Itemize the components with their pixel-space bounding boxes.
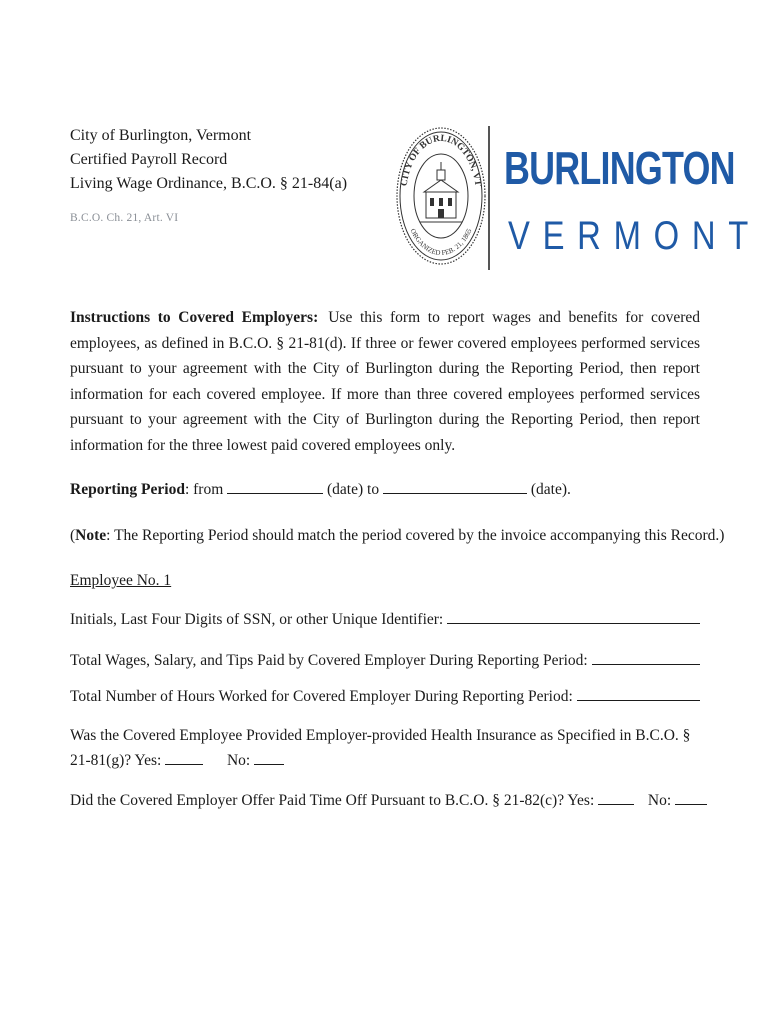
health-insurance-question	[70, 723, 700, 773]
reporting-period-label: Reporting Period	[70, 481, 185, 498]
note-line	[70, 523, 725, 548]
instructions-text: Use this form to report wages and benefits for covered employees, as defined in B.C.O. § 21-81(d). If three or fewer covered employees performed services pursuant to your agreement with the City of Burlington during the Reporting Period, then report information for each covered employee. If more than three covered employees performed services pursuant to your agreement with the City of Burlington during the Reporting Period, then report information for the three lowest paid covered employees only.	[70, 309, 700, 454]
instructions-lead: Instructions to Covered Employers:	[70, 309, 319, 326]
date-end-label: (date).	[530, 481, 571, 498]
pto-label: Did the Covered Employer Offer Paid Time Off Pursuant to B.C.O. § 21-82(c)?	[70, 792, 565, 809]
pto-no-label: No:	[647, 792, 672, 809]
note-open-paren: (	[70, 527, 76, 544]
initials-field[interactable]	[447, 607, 700, 624]
ordinance-reference: Living Wage Ordinance, B.C.O. § 21-84(a)	[70, 175, 348, 192]
note-lead: Note	[75, 527, 107, 544]
form-title: Certified Payroll Record	[70, 151, 228, 168]
health-insurance-label: Was the Covered Employee Provided Employer-provided Health Insurance as Specified in B.C.O. § 21-81(g)?	[70, 727, 691, 769]
wages-field[interactable]	[592, 648, 700, 665]
initials-question	[70, 607, 700, 632]
health-yes-label: Yes:	[134, 752, 162, 769]
note-text: : The Reporting Period should match the period covered by the invoice accompanying this Record.)	[106, 527, 725, 544]
health-no-label: No:	[226, 752, 251, 769]
seal-top-text: CITY OF BURLINGTON, VT	[399, 133, 483, 187]
paid-time-off-question	[70, 788, 700, 813]
employee-heading: Employee No. 1	[70, 572, 172, 589]
wages-question	[70, 648, 700, 673]
document-header	[70, 124, 347, 230]
pto-yes-label: Yes:	[567, 792, 595, 809]
chapter-reference: B.C.O. Ch. 21, Art. VI	[70, 212, 179, 224]
hours-label: Total Number of Hours Worked for Covered Employer During Reporting Period:	[70, 688, 573, 705]
to-date-field[interactable]	[383, 478, 527, 494]
initials-label: Initials, Last Four Digits of SSN, or other Unique Identifier:	[70, 611, 444, 628]
header-divider	[488, 126, 490, 270]
city-seal-icon	[396, 126, 486, 266]
health-no-field[interactable]	[254, 749, 284, 765]
city-name: City of Burlington, Vermont	[70, 127, 252, 144]
wages-label: Total Wages, Salary, and Tips Paid by Covered Employer During Reporting Period:	[70, 652, 588, 669]
from-label: : from	[184, 481, 224, 498]
hours-question	[70, 684, 700, 709]
from-date-field[interactable]	[227, 478, 323, 494]
hours-field[interactable]	[577, 684, 700, 701]
reporting-period-line	[70, 477, 700, 502]
date-to-label: (date) to	[327, 481, 380, 498]
seal-bottom-text: ORGANIZED FEB. 21, 1865	[408, 227, 474, 258]
pto-no-field[interactable]	[675, 789, 707, 805]
vermont-logo-word: VERMONT	[508, 214, 761, 258]
burlington-logo-word: BURLINGTON	[504, 142, 735, 194]
svg-text:ORGANIZED FEB. 21, 1865	[409, 227, 474, 257]
pto-yes-field[interactable]	[598, 789, 634, 805]
instructions-paragraph	[70, 305, 700, 458]
health-yes-field[interactable]	[165, 749, 203, 765]
